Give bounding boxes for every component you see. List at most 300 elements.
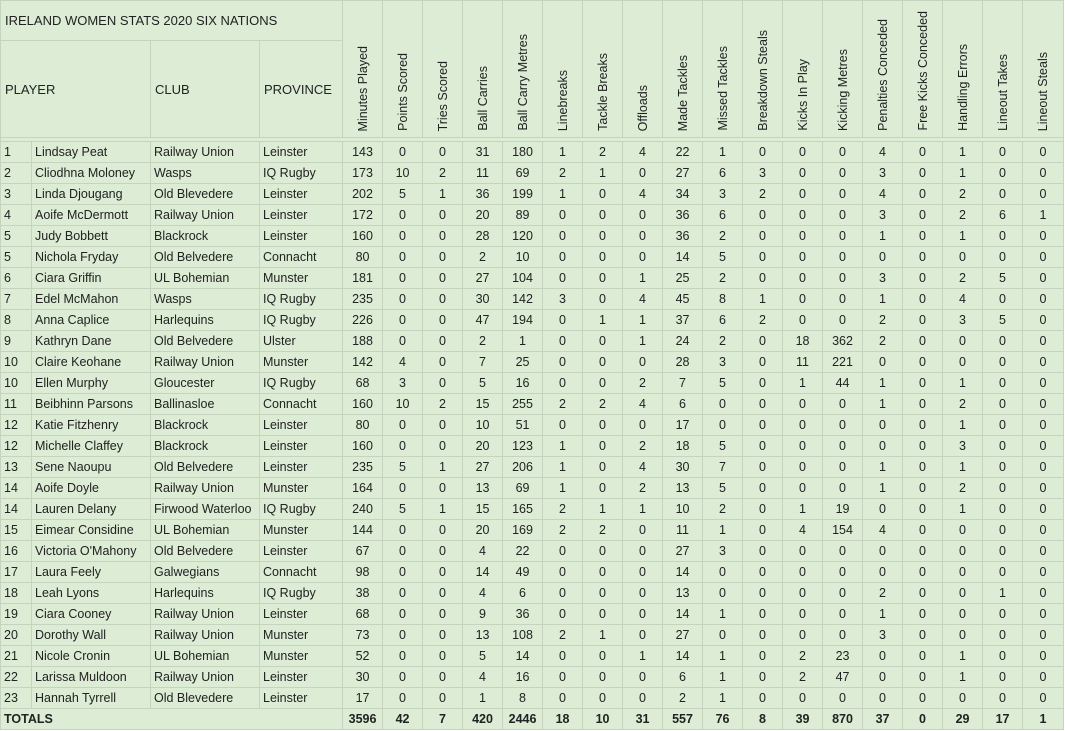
player-name: Linda Djougang — [32, 184, 151, 205]
province-name: Munster — [260, 352, 343, 373]
stat-header: Breakdown Steals — [743, 1, 783, 138]
club-name: Ballinasloe — [151, 394, 260, 415]
stat-cell: 0 — [983, 289, 1023, 310]
table-row — [1, 289, 1064, 310]
stat-cell: 4 — [863, 184, 903, 205]
player-name: Nichola Fryday — [32, 247, 151, 268]
stat-cell: 0 — [943, 331, 983, 352]
table-row — [1, 520, 1064, 541]
stat-header: Penalties Conceded — [863, 1, 903, 138]
stat-cell: 0 — [783, 289, 823, 310]
stat-cell: 180 — [503, 142, 543, 163]
stat-cell: 3 — [703, 184, 743, 205]
stat-cell: 0 — [423, 625, 463, 646]
stat-cell: 3 — [943, 310, 983, 331]
stat-cell: 235 — [343, 289, 383, 310]
stat-cell: 28 — [663, 352, 703, 373]
stat-cell: 0 — [383, 289, 423, 310]
stat-cell: 0 — [623, 625, 663, 646]
stat-cell: 1 — [863, 604, 903, 625]
stat-cell: 10 — [383, 163, 423, 184]
table-row — [1, 457, 1064, 478]
totals-cell: 420 — [463, 709, 503, 730]
player-name: Katie Fitzhenry — [32, 415, 151, 436]
stat-cell: 362 — [823, 331, 863, 352]
stat-header: Kicking Metres — [823, 1, 863, 138]
stat-cell: 1 — [743, 289, 783, 310]
stat-cell: 98 — [343, 562, 383, 583]
stat-cell: 0 — [783, 142, 823, 163]
totals-cell: 37 — [863, 709, 903, 730]
stat-cell: 5 — [383, 184, 423, 205]
stat-cell: 0 — [983, 436, 1023, 457]
stat-cell: 6 — [503, 583, 543, 604]
stat-cell: 27 — [663, 163, 703, 184]
stat-cell: 1 — [863, 457, 903, 478]
stat-cell: 0 — [743, 415, 783, 436]
stat-cell: 0 — [983, 373, 1023, 394]
province-name: Leinster — [260, 205, 343, 226]
stat-cell: 0 — [943, 352, 983, 373]
stat-cell: 0 — [703, 625, 743, 646]
table-row — [1, 646, 1064, 667]
totals-cell: 31 — [623, 709, 663, 730]
province-name: Munster — [260, 625, 343, 646]
stat-cell: 0 — [423, 667, 463, 688]
stat-cell: 0 — [743, 625, 783, 646]
stat-cell: 0 — [903, 310, 943, 331]
stat-cell: 1 — [1023, 205, 1064, 226]
stat-cell: 0 — [383, 415, 423, 436]
club-name: Harlequins — [151, 583, 260, 604]
stat-cell: 154 — [823, 520, 863, 541]
table-row — [1, 415, 1064, 436]
stat-cell: 0 — [623, 604, 663, 625]
stat-cell: 0 — [783, 247, 823, 268]
stat-cell: 25 — [663, 268, 703, 289]
stat-cell: 7 — [463, 352, 503, 373]
stat-cell: 5 — [383, 457, 423, 478]
stat-cell: 69 — [503, 163, 543, 184]
stat-cell: 0 — [383, 142, 423, 163]
stat-cell: 17 — [343, 688, 383, 709]
club-name: Old Belvedere — [151, 541, 260, 562]
stat-cell: 5 — [983, 310, 1023, 331]
stat-cell: 14 — [503, 646, 543, 667]
province-name: IQ Rugby — [260, 499, 343, 520]
stat-cell: 15 — [463, 499, 503, 520]
jersey-number: 13 — [1, 457, 32, 478]
stat-cell: 0 — [1023, 394, 1064, 415]
stat-cell: 142 — [503, 289, 543, 310]
stat-cell: 0 — [623, 415, 663, 436]
stat-cell: 1 — [863, 289, 903, 310]
stat-cell: 0 — [983, 226, 1023, 247]
stat-cell: 3 — [383, 373, 423, 394]
table-body — [1, 142, 1064, 709]
stat-cell: 0 — [743, 520, 783, 541]
jersey-number: 20 — [1, 625, 32, 646]
stat-cell: 27 — [463, 268, 503, 289]
stat-cell: 0 — [903, 457, 943, 478]
stat-cell: 2 — [743, 184, 783, 205]
stat-cell: 1 — [943, 226, 983, 247]
stat-cell: 2 — [583, 520, 623, 541]
stat-cell: 0 — [903, 667, 943, 688]
stat-cell: 13 — [463, 625, 503, 646]
stat-cell: 0 — [543, 247, 583, 268]
stat-cell: 2 — [943, 394, 983, 415]
stat-cell: 0 — [623, 583, 663, 604]
stat-cell: 36 — [663, 226, 703, 247]
totals-cell: 39 — [783, 709, 823, 730]
stat-cell: 172 — [343, 205, 383, 226]
stat-cell: 0 — [623, 226, 663, 247]
table-row — [1, 352, 1064, 373]
stat-cell: 120 — [503, 226, 543, 247]
stat-cell: 7 — [663, 373, 703, 394]
player-name: Cliodhna Moloney — [32, 163, 151, 184]
stat-cell: 0 — [543, 604, 583, 625]
stat-cell: 1 — [623, 499, 663, 520]
stat-cell: 0 — [823, 289, 863, 310]
stat-cell: 22 — [663, 142, 703, 163]
stat-cell: 0 — [423, 247, 463, 268]
stat-cell: 0 — [583, 457, 623, 478]
player-name: Victoria O'Mahony — [32, 541, 151, 562]
stat-cell: 4 — [943, 289, 983, 310]
stat-cell: 2 — [543, 163, 583, 184]
province-name: Munster — [260, 478, 343, 499]
stat-cell: 0 — [383, 247, 423, 268]
stat-cell: 0 — [1023, 247, 1064, 268]
stat-cell: 0 — [383, 646, 423, 667]
province-name: IQ Rugby — [260, 163, 343, 184]
stat-cell: 24 — [663, 331, 703, 352]
stat-cell: 1 — [583, 499, 623, 520]
jersey-number: 5 — [1, 247, 32, 268]
stat-cell: 10 — [663, 499, 703, 520]
stat-cell: 2 — [863, 331, 903, 352]
stat-header: Tries Scored — [423, 1, 463, 138]
stat-cell: 10 — [463, 415, 503, 436]
stat-cell: 0 — [743, 331, 783, 352]
stat-cell: 0 — [783, 688, 823, 709]
stat-cell: 2 — [783, 646, 823, 667]
totals-cell: 18 — [543, 709, 583, 730]
stat-cell: 0 — [583, 352, 623, 373]
stat-cell: 16 — [503, 373, 543, 394]
stat-cell: 25 — [503, 352, 543, 373]
province-name: Leinster — [260, 184, 343, 205]
stat-cell: 143 — [343, 142, 383, 163]
table-row — [1, 394, 1064, 415]
stat-cell: 0 — [783, 541, 823, 562]
stat-header: Lineout Steals — [1023, 1, 1064, 138]
club-name: Wasps — [151, 289, 260, 310]
stat-cell: 3 — [863, 268, 903, 289]
stat-cell: 3 — [863, 163, 903, 184]
province-name: Leinster — [260, 415, 343, 436]
club-name: Railway Union — [151, 604, 260, 625]
stat-cell: 1 — [943, 163, 983, 184]
club-name: Old Blevedere — [151, 688, 260, 709]
stat-cell: 14 — [663, 646, 703, 667]
totals-cell: 1 — [1023, 709, 1064, 730]
stat-cell: 0 — [1023, 688, 1064, 709]
stat-cell: 0 — [983, 688, 1023, 709]
totals-cell: 17 — [983, 709, 1023, 730]
stat-cell: 0 — [1023, 226, 1064, 247]
club-name: Old Belvedere — [151, 247, 260, 268]
player-name: Ciara Griffin — [32, 268, 151, 289]
jersey-number: 22 — [1, 667, 32, 688]
club-name: Old Belvedere — [151, 331, 260, 352]
stat-cell: 1 — [943, 499, 983, 520]
province-name: Connacht — [260, 562, 343, 583]
stat-cell: 0 — [903, 142, 943, 163]
stat-cell: 0 — [583, 667, 623, 688]
province-name: Leinster — [260, 604, 343, 625]
stat-cell: 0 — [423, 289, 463, 310]
stat-cell: 5 — [383, 499, 423, 520]
stat-cell: 1 — [463, 688, 503, 709]
stat-cell: 0 — [1023, 142, 1064, 163]
stat-cell: 0 — [543, 310, 583, 331]
stat-cell: 14 — [663, 562, 703, 583]
stat-cell: 13 — [663, 478, 703, 499]
stat-cell: 4 — [463, 583, 503, 604]
stat-cell: 0 — [703, 394, 743, 415]
stat-cell: 1 — [943, 415, 983, 436]
stat-cell: 5 — [463, 646, 503, 667]
stat-cell: 0 — [423, 604, 463, 625]
stat-cell: 1 — [863, 373, 903, 394]
stat-cell: 0 — [903, 226, 943, 247]
stat-cell: 0 — [543, 688, 583, 709]
stat-header: Linebreaks — [543, 1, 583, 138]
stat-cell: 8 — [703, 289, 743, 310]
stat-cell: 4 — [783, 520, 823, 541]
table-row — [1, 562, 1064, 583]
stat-cell: 0 — [583, 268, 623, 289]
stat-cell: 0 — [903, 478, 943, 499]
stat-cell: 0 — [743, 436, 783, 457]
stat-cell: 14 — [663, 604, 703, 625]
totals-cell: 8 — [743, 709, 783, 730]
stat-cell: 169 — [503, 520, 543, 541]
stat-cell: 1 — [943, 646, 983, 667]
table-row — [1, 163, 1064, 184]
stat-cell: 0 — [583, 247, 623, 268]
stat-cell: 0 — [543, 205, 583, 226]
stat-cell: 0 — [783, 436, 823, 457]
stat-cell: 1 — [583, 625, 623, 646]
province-name: Connacht — [260, 247, 343, 268]
stat-cell: 1 — [423, 457, 463, 478]
stat-cell: 0 — [783, 184, 823, 205]
stat-cell: 0 — [423, 331, 463, 352]
stat-cell: 0 — [743, 226, 783, 247]
stat-cell: 1 — [943, 373, 983, 394]
stat-cell: 0 — [783, 163, 823, 184]
stat-cell: 1 — [943, 457, 983, 478]
stat-cell: 0 — [543, 268, 583, 289]
stat-cell: 0 — [583, 541, 623, 562]
stat-cell: 0 — [823, 142, 863, 163]
stat-cell: 80 — [343, 247, 383, 268]
stat-cell: 0 — [743, 646, 783, 667]
stat-cell: 15 — [463, 394, 503, 415]
stat-cell: 23 — [823, 646, 863, 667]
stat-cell: 0 — [423, 646, 463, 667]
stat-cell: 0 — [903, 289, 943, 310]
stat-cell: 0 — [543, 562, 583, 583]
stat-cell: 2 — [463, 331, 503, 352]
stat-cell: 164 — [343, 478, 383, 499]
stat-cell: 0 — [903, 562, 943, 583]
stat-cell: 22 — [503, 541, 543, 562]
stat-cell: 0 — [423, 373, 463, 394]
stat-cell: 0 — [423, 583, 463, 604]
stat-cell: 0 — [1023, 163, 1064, 184]
stat-cell: 0 — [743, 205, 783, 226]
table-row — [1, 604, 1064, 625]
totals-cell: 557 — [663, 709, 703, 730]
jersey-number: 11 — [1, 394, 32, 415]
stat-cell: 0 — [1023, 436, 1064, 457]
totals-cell: 29 — [943, 709, 983, 730]
stat-header: Made Tackles — [663, 1, 703, 138]
jersey-number: 16 — [1, 541, 32, 562]
stat-cell: 68 — [343, 373, 383, 394]
stat-cell: 0 — [903, 247, 943, 268]
club-name: Blackrock — [151, 436, 260, 457]
jersey-number: 3 — [1, 184, 32, 205]
stat-cell: 2 — [623, 478, 663, 499]
stat-cell: 0 — [903, 394, 943, 415]
totals-cell: 10 — [583, 709, 623, 730]
stat-cell: 1 — [703, 520, 743, 541]
stat-cell: 0 — [583, 604, 623, 625]
province-name: Leinster — [260, 688, 343, 709]
stat-cell: 0 — [903, 604, 943, 625]
stat-cell: 1 — [783, 373, 823, 394]
stat-cell: 11 — [663, 520, 703, 541]
stat-cell: 0 — [703, 583, 743, 604]
stat-cell: 188 — [343, 331, 383, 352]
stat-cell: 1 — [623, 646, 663, 667]
stat-cell: 206 — [503, 457, 543, 478]
stat-cell: 0 — [743, 499, 783, 520]
province-name: Leinster — [260, 436, 343, 457]
stat-cell: 44 — [823, 373, 863, 394]
stat-cell: 38 — [343, 583, 383, 604]
stat-cell: 2 — [543, 520, 583, 541]
stat-cell: 2 — [543, 499, 583, 520]
stat-cell: 0 — [423, 562, 463, 583]
stat-cell: 1 — [863, 478, 903, 499]
stat-cell: 0 — [423, 268, 463, 289]
stat-cell: 0 — [383, 688, 423, 709]
stat-cell: 0 — [543, 373, 583, 394]
stat-cell: 1 — [583, 310, 623, 331]
stat-cell: 5 — [703, 436, 743, 457]
stat-cell: 13 — [663, 583, 703, 604]
stat-cell: 7 — [703, 457, 743, 478]
stat-cell: 0 — [783, 457, 823, 478]
stat-cell: 0 — [1023, 310, 1064, 331]
stat-cell: 0 — [543, 667, 583, 688]
stat-header: Ball Carries — [463, 1, 503, 138]
totals-cell: 3596 — [343, 709, 383, 730]
province-name: Leinster — [260, 142, 343, 163]
stat-header: Kicks In Play — [783, 1, 823, 138]
stat-cell: 0 — [863, 646, 903, 667]
stat-cell: 0 — [783, 415, 823, 436]
stat-cell: 0 — [1023, 583, 1064, 604]
stat-cell: 235 — [343, 457, 383, 478]
table-row — [1, 583, 1064, 604]
province-name: IQ Rugby — [260, 373, 343, 394]
stat-cell: 6 — [703, 310, 743, 331]
stat-cell: 0 — [1023, 289, 1064, 310]
stat-cell: 0 — [903, 415, 943, 436]
club-name: Old Belvedere — [151, 457, 260, 478]
stat-cell: 0 — [903, 541, 943, 562]
stat-cell: 0 — [783, 205, 823, 226]
club-name: Railway Union — [151, 478, 260, 499]
stat-cell: 2 — [423, 394, 463, 415]
stat-cell: 0 — [823, 184, 863, 205]
stat-cell: 67 — [343, 541, 383, 562]
club-name: Railway Union — [151, 625, 260, 646]
stat-cell: 4 — [623, 184, 663, 205]
stat-cell: 160 — [343, 436, 383, 457]
jersey-number: 21 — [1, 646, 32, 667]
stat-cell: 0 — [1023, 520, 1064, 541]
stat-cell: 1 — [943, 142, 983, 163]
stat-cell: 0 — [423, 352, 463, 373]
stat-cell: 0 — [583, 478, 623, 499]
stat-cell: 4 — [463, 667, 503, 688]
stat-cell: 0 — [943, 247, 983, 268]
stat-cell: 2 — [703, 226, 743, 247]
stat-cell: 1 — [623, 310, 663, 331]
player-name: Eimear Considine — [32, 520, 151, 541]
stat-cell: 173 — [343, 163, 383, 184]
stat-cell: 1 — [543, 436, 583, 457]
stat-cell: 0 — [543, 331, 583, 352]
stat-cell: 52 — [343, 646, 383, 667]
stat-cell: 2 — [943, 268, 983, 289]
stat-cell: 0 — [903, 331, 943, 352]
stat-cell: 2 — [543, 394, 583, 415]
stat-cell: 0 — [583, 373, 623, 394]
stat-cell: 6 — [703, 163, 743, 184]
stat-cell: 0 — [903, 268, 943, 289]
stat-cell: 0 — [423, 436, 463, 457]
stat-cell: 3 — [863, 205, 903, 226]
stat-cell: 1 — [423, 184, 463, 205]
stat-cell: 0 — [623, 163, 663, 184]
club-name: Blackrock — [151, 415, 260, 436]
stat-cell: 0 — [983, 499, 1023, 520]
stat-cell: 3 — [863, 625, 903, 646]
stat-header: Free Kicks Conceded — [903, 1, 943, 138]
stat-cell: 0 — [823, 625, 863, 646]
province-name: Ulster — [260, 331, 343, 352]
